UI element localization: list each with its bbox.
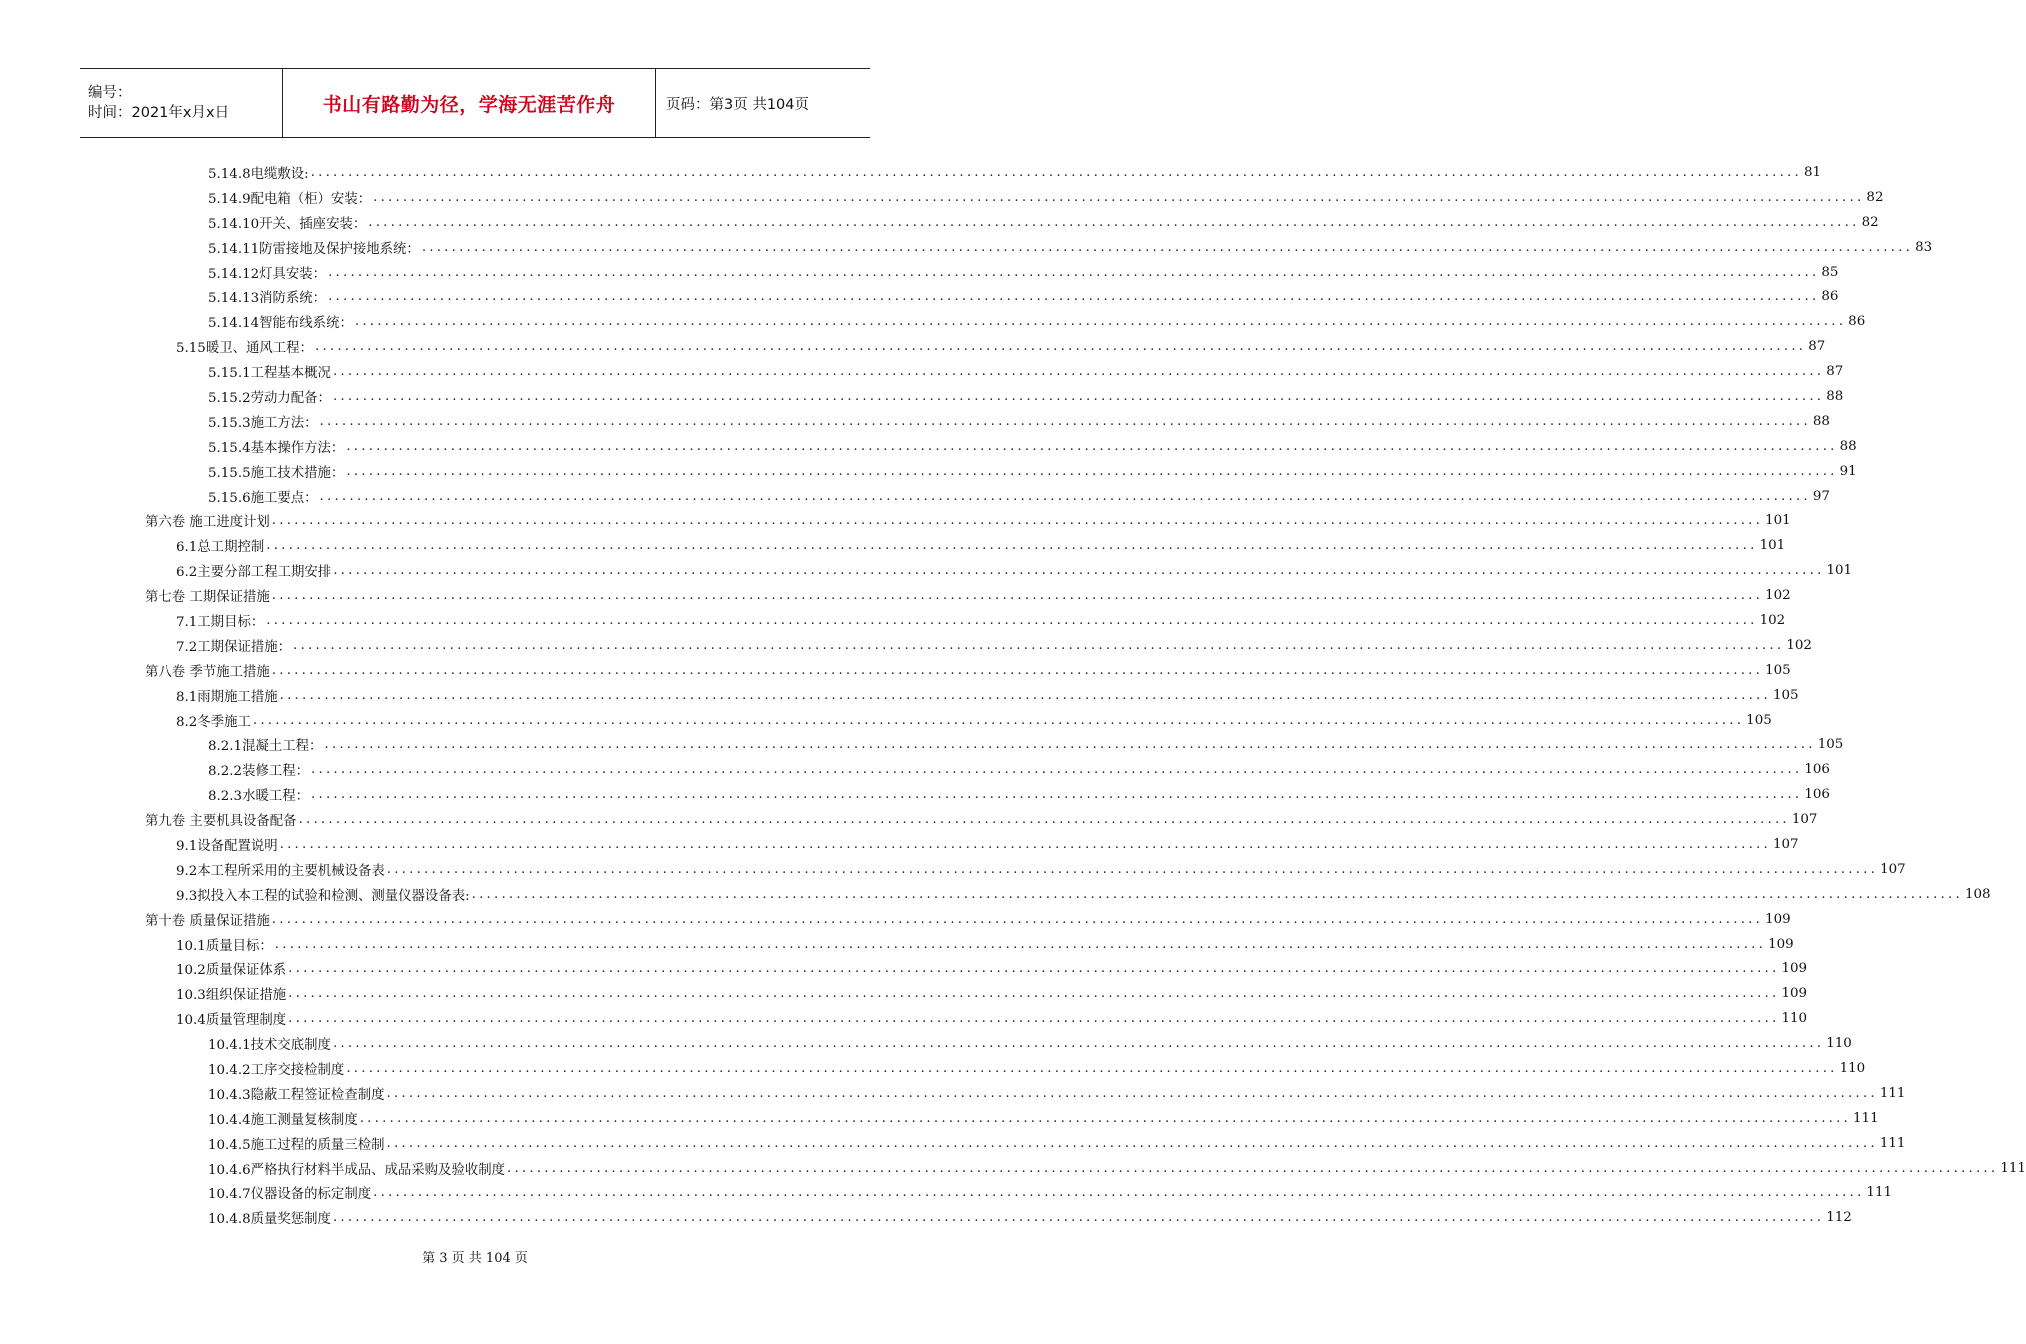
toc-entry-title: 5.14.9配电箱（柜）安装： xyxy=(208,191,372,207)
toc-entry-page: 111 xyxy=(1866,1185,1892,1201)
toc-entry-page: 105 xyxy=(1817,737,1844,753)
toc-entry[interactable] xyxy=(0,160,1822,185)
toc-entry-page: 105 xyxy=(1746,712,1772,728)
toc-entry[interactable] xyxy=(0,732,1844,757)
toc-entry-page: 101 xyxy=(1826,563,1853,579)
toc-leader-dots: ........................................................................................................................................................................................................ xyxy=(507,1160,1999,1176)
toc-leader-dots: ........................................................................................................................................................................................................ xyxy=(279,687,1771,703)
toc-entry-page: 112 xyxy=(1826,1210,1852,1226)
toc-entry[interactable] xyxy=(0,583,1791,608)
toc-entry-title: 9.3拟投入本工程的试验和检测、测量仪器设备表: xyxy=(176,888,470,904)
toc-entry-page: 111 xyxy=(2000,1160,2026,1176)
toc-entry[interactable] xyxy=(0,558,1853,583)
toc-entry-page: 110 xyxy=(1839,1061,1866,1076)
toc-entry-page: 102 xyxy=(1786,637,1812,653)
toc-entry-title: 10.4.1技术交底制度 xyxy=(208,1038,331,1054)
toc-entry-title: 10.4质量管理制度 xyxy=(176,1013,287,1029)
toc-entry[interactable] xyxy=(0,932,1794,957)
toc-leader-dots: ........................................................................................................................................................................................................ xyxy=(333,563,1825,579)
toc-leader-dots: ........................................................................................................................................................................................................ xyxy=(368,214,1860,230)
toc-entry-title: 10.4.4施工测量复核制度 xyxy=(208,1112,358,1128)
toc-entry-page: 107 xyxy=(1880,861,1906,877)
toc-entry-title: 5.14.8电缆敷设: xyxy=(208,166,309,182)
toc-entry-title: 5.14.12灯具安装： xyxy=(208,266,327,282)
toc-entry-title: 10.3组织保证措施 xyxy=(176,988,287,1004)
toc-entry[interactable] xyxy=(0,907,1791,932)
toc-leader-dots: ........................................................................................................................................................................................................ xyxy=(271,513,1764,529)
toc-entry-page: 107 xyxy=(1791,812,1818,828)
toc-leader-dots: ........................................................................................................................................................................................................ xyxy=(346,463,1838,479)
toc-entry-page: 107 xyxy=(1772,836,1799,852)
toc-entry-page: 87 xyxy=(1808,339,1826,355)
toc-entry-title: 5.15.4基本操作方法： xyxy=(208,440,345,456)
toc-leader-dots: ........................................................................................................................................................................................................ xyxy=(324,737,1816,753)
toc-entry-page: 111 xyxy=(1879,1135,1906,1151)
toc-entry-page: 88 xyxy=(1826,388,1844,404)
footer-page-number: 第 3 页 共 104 页 xyxy=(422,1251,528,1266)
toc-entry-page: 109 xyxy=(1765,911,1791,927)
toc-leader-dots: ........................................................................................................................................................................................................ xyxy=(274,936,1767,952)
toc-entry[interactable] xyxy=(0,260,1839,285)
toc-entry[interactable] xyxy=(0,882,1991,907)
toc-entry[interactable] xyxy=(0,782,1830,807)
toc-entry-page: 83 xyxy=(1915,239,1933,255)
toc-entry-page: 86 xyxy=(1821,289,1839,305)
toc-entry-page: 88 xyxy=(1812,413,1830,429)
toc-leader-dots: ........................................................................................................................................................................................................ xyxy=(386,1085,1878,1101)
toc-entry-page: 106 xyxy=(1804,787,1830,803)
toc-entry-page: 110 xyxy=(1826,1036,1852,1052)
toc-leader-dots: ........................................................................................................................................................................................................ xyxy=(421,239,1914,255)
toc-entry[interactable] xyxy=(0,235,1933,260)
toc-entry[interactable] xyxy=(0,185,1884,210)
toc-leader-dots: ........................................................................................................................................................................................................ xyxy=(310,164,1802,180)
toc-entry[interactable] xyxy=(0,1031,1852,1056)
toc-entry[interactable] xyxy=(0,1205,1852,1230)
toc-entry-title: 5.14.14智能布线系统： xyxy=(208,316,353,332)
toc-entry-page: 105 xyxy=(1765,662,1791,678)
header-right xyxy=(656,69,870,137)
toc-entry-title: 10.4.7仪器设备的标定制度 xyxy=(208,1187,372,1203)
toc-entry-title: 8.2冬季施工 xyxy=(176,714,251,730)
toc-entry[interactable] xyxy=(0,210,1879,235)
toc-entry-title: 5.15.2劳动力配备： xyxy=(208,390,331,406)
toc-leader-dots: ........................................................................................................................................................................................................ xyxy=(266,538,1758,554)
toc-entry-title: 5.15.3施工方法： xyxy=(208,415,318,431)
toc-entry-title: 8.2.3水暖工程： xyxy=(208,789,310,805)
toc-leader-dots: ........................................................................................................................................................................................................ xyxy=(319,413,1811,429)
toc-leader-dots: ........................................................................................................................................................................................................ xyxy=(271,588,1764,604)
toc-entry-title: 10.4.2工序交接检制度 xyxy=(208,1063,345,1078)
toc-entry-page: 101 xyxy=(1765,513,1791,529)
toc-leader-dots: ........................................................................................................................................................................................................ xyxy=(373,1185,1865,1201)
toc-entry-title: 5.15暖卫、通风工程： xyxy=(176,341,313,357)
toc-entry-page: 82 xyxy=(1866,189,1884,205)
toc-leader-dots: ........................................................................................................................................................................................................ xyxy=(311,762,1803,778)
toc-entry[interactable] xyxy=(0,757,1830,782)
toc-entry[interactable] xyxy=(0,658,1791,683)
toc-entry[interactable] xyxy=(0,708,1772,733)
toc-entry-title: 第七卷 工期保证措施 xyxy=(145,590,270,606)
toc-entry[interactable] xyxy=(0,608,1786,633)
table-of-contents xyxy=(0,160,2026,1230)
toc-entry-title: 9.2本工程所采用的主要机械设备表 xyxy=(176,863,385,879)
toc-leader-dots: ........................................................................................................................................................................................................ xyxy=(354,314,1847,330)
toc-entry-title: 8.2.2装修工程： xyxy=(208,764,310,780)
toc-entry[interactable] xyxy=(0,633,1812,658)
toc-leader-dots: ........................................................................................................................................................................................................ xyxy=(266,612,1758,628)
toc-entry[interactable] xyxy=(0,359,1844,384)
toc-entry-page: 102 xyxy=(1759,612,1786,628)
toc-leader-dots: ........................................................................................................................................................................................................ xyxy=(298,812,1790,828)
toc-entry-title: 10.4.8质量奖惩制度 xyxy=(208,1212,331,1228)
toc-entry-page: 97 xyxy=(1812,488,1830,504)
toc-entry-page: 105 xyxy=(1772,687,1799,703)
toc-entry-title: 6.2主要分部工程工期安排 xyxy=(176,565,332,581)
toc-entry-title: 10.4.6严格执行材料半成品、成品采购及验收制度 xyxy=(208,1162,506,1178)
toc-entry-page: 109 xyxy=(1768,936,1794,952)
toc-entry-page: 109 xyxy=(1781,961,1808,977)
header-left xyxy=(80,69,282,137)
toc-leader-dots: ........................................................................................................................................................................................................ xyxy=(386,1135,1878,1151)
toc-entry-title: 第十卷 质量保证措施 xyxy=(145,913,270,929)
toc-entry-page: 86 xyxy=(1848,314,1866,330)
toc-entry[interactable] xyxy=(0,1106,1879,1131)
toc-leader-dots: ........................................................................................................................................................................................................ xyxy=(332,388,1825,404)
toc-leader-dots: ........................................................................................................................................................................................................ xyxy=(332,1036,1825,1052)
toc-entry-page: 108 xyxy=(1964,886,1991,902)
toc-entry[interactable] xyxy=(0,1081,1906,1106)
toc-entry-page: 111 xyxy=(1879,1085,1906,1101)
toc-entry-title: 8.1雨期施工措施 xyxy=(176,689,278,705)
toc-entry-title: 5.15.1工程基本概况 xyxy=(208,366,331,382)
toc-entry-title: 第六卷 施工进度计划 xyxy=(145,515,270,531)
toc-entry-page: 81 xyxy=(1803,164,1822,180)
toc-entry[interactable] xyxy=(0,508,1791,533)
toc-entry-page: 88 xyxy=(1839,438,1857,454)
toc-entry[interactable] xyxy=(0,334,1826,359)
toc-entry-title: 10.1质量目标： xyxy=(176,938,273,954)
toc-entry-title: 5.14.10开关、插座安装： xyxy=(208,216,367,232)
toc-entry-title: 第九卷 主要机具设备配备 xyxy=(145,814,297,830)
toc-entry[interactable] xyxy=(0,807,1818,832)
toc-entry[interactable] xyxy=(0,409,1830,434)
toc-entry[interactable] xyxy=(0,1006,1808,1031)
toc-entry-title: 10.4.3隐蔽工程签证检查制度 xyxy=(208,1087,385,1103)
toc-entry-title: 8.2.1混凝土工程： xyxy=(208,739,323,755)
toc-leader-dots: ........................................................................................................................................................................................................ xyxy=(271,662,1764,678)
toc-leader-dots: ........................................................................................................................................................................................................ xyxy=(332,364,1825,380)
toc-leader-dots: ........................................................................................................................................................................................................ xyxy=(328,264,1820,280)
code-label: 编号： xyxy=(88,85,132,101)
toc-leader-dots: ........................................................................................................................................................................................................ xyxy=(328,289,1820,305)
toc-entry-title: 10.4.5施工过程的质量三检制 xyxy=(208,1137,385,1153)
toc-entry[interactable] xyxy=(0,309,1866,334)
toc-entry-page: 82 xyxy=(1861,214,1879,230)
toc-entry[interactable] xyxy=(0,857,1906,882)
toc-leader-dots: ........................................................................................................................................................................................................ xyxy=(346,438,1838,454)
toc-entry[interactable] xyxy=(0,981,1808,1006)
toc-leader-dots: ........................................................................................................................................................................................................ xyxy=(288,1011,1780,1027)
toc-entry[interactable] xyxy=(0,459,1857,484)
toc-leader-dots: ........................................................................................................................................................................................................ xyxy=(293,637,1785,653)
toc-leader-dots: ........................................................................................................................................................................................................ xyxy=(288,961,1780,977)
toc-entry[interactable] xyxy=(0,1131,1906,1156)
toc-entry[interactable] xyxy=(0,1181,1892,1206)
toc-entry[interactable] xyxy=(0,533,1786,558)
toc-entry-page: 111 xyxy=(1853,1110,1879,1126)
toc-entry-title: 5.14.13消防系统： xyxy=(208,291,327,307)
toc-leader-dots: ........................................................................................................................................................................................................ xyxy=(471,886,1963,902)
toc-entry-page: 101 xyxy=(1759,538,1786,554)
toc-entry-page: 91 xyxy=(1839,463,1857,479)
toc-entry[interactable] xyxy=(0,957,1808,982)
toc-leader-dots: ........................................................................................................................................................................................................ xyxy=(252,712,1745,728)
toc-entry-title: 9.1设备配置说明 xyxy=(176,838,278,854)
toc-leader-dots: ........................................................................................................................................................................................................ xyxy=(271,911,1764,927)
toc-entry-page: 85 xyxy=(1821,264,1839,280)
toc-entry-page: 110 xyxy=(1781,1011,1808,1027)
page-info: 页码：第3页 共104页 xyxy=(666,96,810,113)
toc-entry[interactable] xyxy=(0,683,1799,708)
toc-entry-title: 6.1总工期控制 xyxy=(176,540,265,556)
header-motto xyxy=(282,69,656,137)
toc-entry[interactable] xyxy=(0,1156,2026,1181)
toc-entry-title: 7.2工期保证措施： xyxy=(176,639,292,655)
toc-entry[interactable] xyxy=(0,284,1839,309)
toc-leader-dots: ........................................................................................................................................................................................................ xyxy=(319,488,1811,504)
toc-leader-dots: ........................................................................................................................................................................................................ xyxy=(332,1210,1825,1226)
toc-leader-dots: ........................................................................................................................................................................................................ xyxy=(373,189,1865,205)
toc-entry-title: 5.15.6施工要点： xyxy=(208,490,318,506)
toc-entry-page: 102 xyxy=(1765,588,1791,604)
toc-leader-dots: ........................................................................................................................................................................................................ xyxy=(311,787,1803,803)
toc-entry[interactable] xyxy=(0,1056,1866,1081)
toc-entry[interactable] xyxy=(0,384,1844,409)
toc-entry-title: 10.2质量保证体系 xyxy=(176,963,287,979)
toc-entry[interactable] xyxy=(0,434,1857,459)
toc-entry-page: 109 xyxy=(1781,986,1808,1002)
toc-entry-page: 106 xyxy=(1804,762,1830,778)
toc-entry-title: 5.15.5施工技术措施： xyxy=(208,465,345,481)
toc-leader-dots: ........................................................................................................................................................................................................ xyxy=(279,836,1771,852)
toc-leader-dots: ........................................................................................................................................................................................................ xyxy=(288,986,1780,1002)
time-label: 时间：2021年x月x日 xyxy=(88,105,230,121)
toc-entry[interactable] xyxy=(0,484,1830,509)
toc-leader-dots: ........................................................................................................................................................................................................ xyxy=(346,1061,1838,1076)
toc-entry-page: 87 xyxy=(1826,364,1844,380)
page-header xyxy=(80,68,870,138)
toc-leader-dots: ........................................................................................................................................................................................................ xyxy=(359,1110,1852,1126)
toc-entry-title: 7.1工期目标： xyxy=(176,614,265,630)
motto-text: 书山有路勤为径，学海无涯苦作舟 xyxy=(322,93,616,116)
toc-entry-title: 5.14.11防雷接地及保护接地系统： xyxy=(208,241,420,257)
toc-entry[interactable] xyxy=(0,832,1799,857)
toc-entry-title: 第八卷 季节施工措施 xyxy=(145,664,270,680)
toc-leader-dots: ........................................................................................................................................................................................................ xyxy=(386,861,1879,877)
toc-leader-dots: ........................................................................................................................................................................................................ xyxy=(314,339,1807,355)
page-footer xyxy=(0,1247,950,1266)
